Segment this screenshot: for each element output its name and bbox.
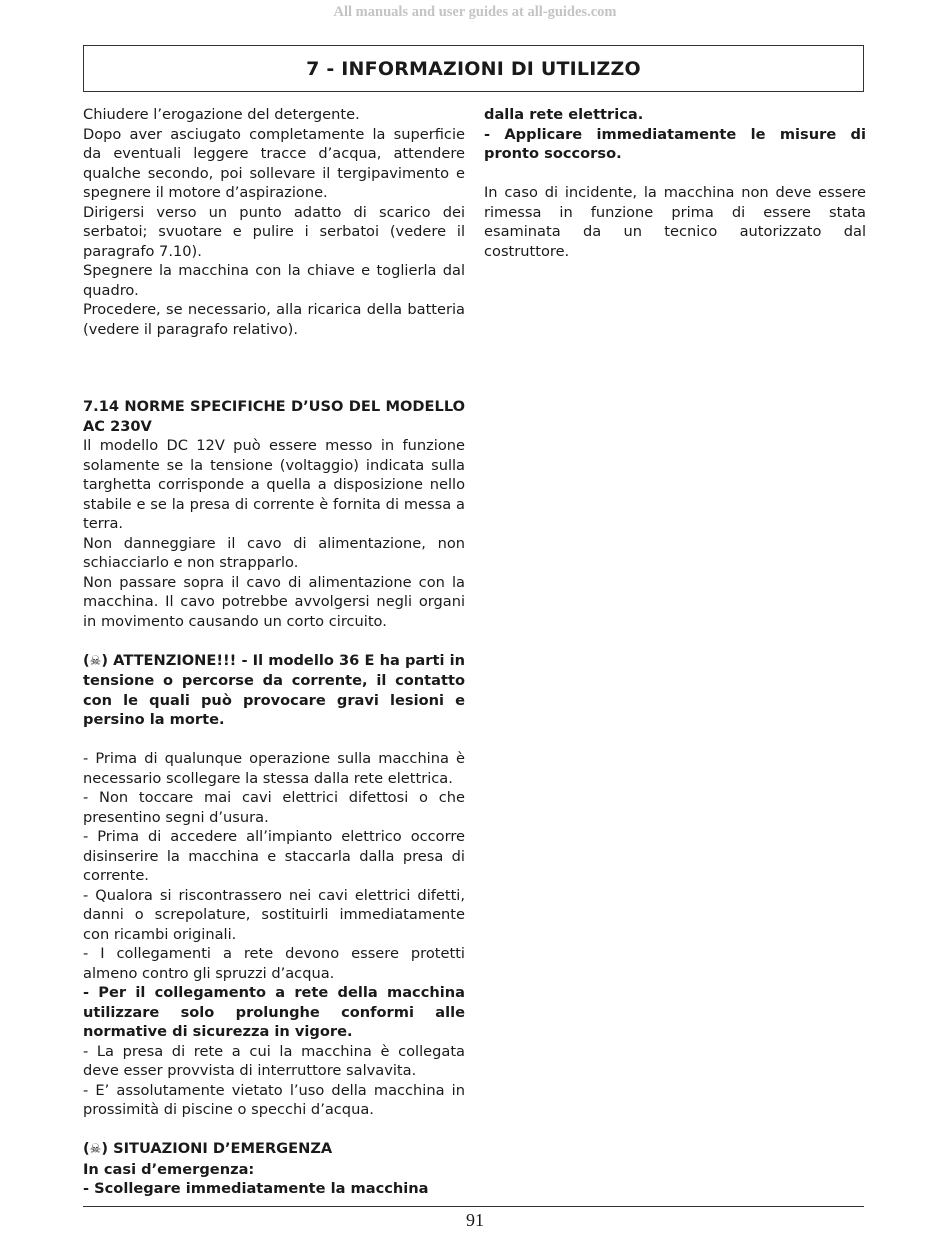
emergency-subheading: In casi d’emergenza: bbox=[83, 1160, 255, 1178]
paragraph: Non danneggiare il cavo di alimentazione, non schiacciarlo e non strapparlo. bbox=[83, 534, 465, 571]
section-heading-7-14: 7.14 NORME SPECIFICHE D’USO DEL MODELLO AC 230V bbox=[83, 398, 465, 435]
skull-icon: ☠ bbox=[89, 1142, 102, 1157]
emergency-item: - Scollegare immediatamente la macchina bbox=[83, 1180, 429, 1197]
warning-text: ATTENZIONE!!! - Il modello 36 E ha parti in tensione o percorse da corrente, il contatto con le quali può provocare gravi lesioni e persino la morte. bbox=[83, 651, 465, 728]
watermark: All manuals and user guides at all-guides.com bbox=[333, 4, 617, 20]
page-number: 91 bbox=[466, 1210, 484, 1230]
paragraph: dalla rete elettrica. bbox=[484, 106, 644, 123]
paragraph: In caso di incidente, la macchina non deve essere rimessa in funzione prima di essere stata esaminata da un tecnico autorizzato dal costruttore. bbox=[484, 184, 866, 260]
paragraph: Spegnere la macchina con la chiave e toglierla dal quadro. bbox=[83, 262, 465, 299]
right-column bbox=[484, 105, 866, 261]
paragraph: Il modello DC 12V può essere messo in funzione solamente se la tensione (voltaggio) indicata sulla targhetta corrisponde a quella a disposizione nello stabile e se la presa di corrente è fornita di messa a terra. bbox=[83, 437, 465, 532]
emergency-heading-text: SITUAZIONI D’EMERGENZA bbox=[113, 1140, 333, 1157]
list-item: - Prima di accedere all’impianto elettrico occorre disinserire la macchina e staccarla dalla presa di corrente. bbox=[83, 828, 465, 884]
list-item: - La presa di rete a cui la macchina è collegata deve esser provvista di interruttore salvavita. bbox=[83, 1042, 465, 1079]
warning-paragraph: (☠) ATTENZIONE!!! - Il modello 36 E ha parti in tensione o percorse da corrente, il contatto con le quali può provocare gravi lesioni e persino la morte. bbox=[83, 651, 465, 728]
list-item: - Non toccare mai cavi elettrici difettosi o che presentino segni d’usura. bbox=[83, 789, 465, 826]
emergency-heading: (☠) SITUAZIONI D’EMERGENZA bbox=[83, 1140, 333, 1157]
section-title: 7 - INFORMAZIONI DI UTILIZZO bbox=[83, 45, 864, 92]
left-column bbox=[83, 105, 465, 1199]
paragraph: Dirigersi verso un punto adatto di scarico dei serbatoi; svuotare e pulire i serbatoi (vedere il paragrafo 7.10). bbox=[83, 203, 465, 260]
list-item: - E’ assolutamente vietato l’uso della macchina in prossimità di piscine o specchi d’acqua. bbox=[83, 1081, 465, 1118]
list-item: - I collegamenti a rete devono essere protetti almeno contro gli spruzzi d’acqua. bbox=[83, 945, 465, 982]
paragraph: Procedere, se necessario, alla ricarica della batteria (vedere il paragrafo relativo). bbox=[83, 301, 465, 338]
paragraph: Chiudere l’erogazione del detergente. bbox=[83, 106, 360, 123]
list-item-bold: - Per il collegamento a rete della macchina utilizzare solo prolunghe conformi alle normative di sicurezza in vigore. bbox=[83, 984, 465, 1040]
skull-icon: ☠ bbox=[89, 653, 102, 669]
paragraph: - Applicare immediatamente le misure di pronto soccorso. bbox=[484, 125, 866, 162]
paragraph: Non passare sopra il cavo di alimentazione con la macchina. Il cavo potrebbe avvolgersi negli organi in movimento causando un corto circuito. bbox=[83, 573, 465, 630]
paragraph: Dopo aver asciugato completamente la superficie da eventuali leggere tracce d’acqua, attendere qualche secondo, poi sollevare il tergipavimento e spegnere il motore d’aspirazione. bbox=[83, 125, 465, 201]
list-item: - Prima di qualunque operazione sulla macchina è necessario scollegare la stessa dalla rete elettrica. bbox=[83, 750, 465, 787]
list-item: - Qualora si riscontrassero nei cavi elettrici difetti, danni o screpolature, sostituirli immediatamente con ricambi originali. bbox=[83, 886, 465, 943]
footer-rule bbox=[83, 1206, 864, 1207]
